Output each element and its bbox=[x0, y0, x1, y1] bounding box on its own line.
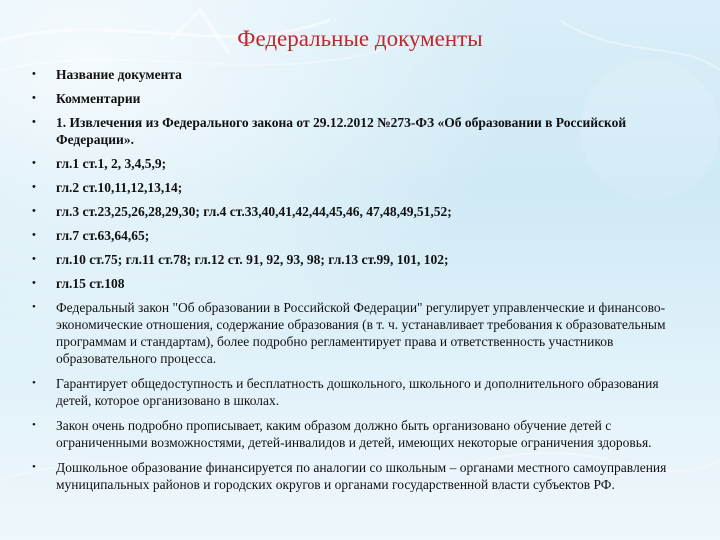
bullet-list bbox=[30, 66, 695, 501]
bullet-icon: • bbox=[32, 116, 36, 128]
bullet-icon: • bbox=[32, 253, 36, 265]
list-item bbox=[30, 299, 695, 367]
list-item bbox=[30, 417, 695, 451]
bullet-icon: • bbox=[32, 377, 36, 389]
list-item bbox=[30, 275, 695, 292]
list-item-text: Гарантирует общедоступность и бесплатность дошкольного, школьного и дополнительного образования детей, которое организовано в школах. bbox=[56, 376, 659, 408]
list-item bbox=[30, 251, 695, 268]
list-item-text: гл.15 ст.108 bbox=[56, 276, 125, 291]
list-item-text: Федеральный закон "Об образовании в Российской Федерации" регулирует управленческие и финансово-экономические отношения, содержание образования (в т. ч. устанавливает требования к образовательным программам и стандартам), более подробно регламентирует права и ответственность участников образовательного процесса. bbox=[56, 300, 666, 366]
list-item bbox=[30, 90, 695, 107]
list-item-text: Закон очень подробно прописывает, каким образом должно быть организовано обучение детей с ограниченными возможностями, детей-инвалидов и детей, имеющих некоторые ограничения здоровья. bbox=[56, 418, 652, 450]
list-item bbox=[30, 114, 695, 148]
list-item-text: Дошкольное образование финансируется по аналогии со школьным – органами местного самоуправления муниципальных районов и городских округов и органами государственной власти субъектов РФ. bbox=[56, 460, 667, 492]
list-item-text: гл.2 ст.10,11,12,13,14; bbox=[56, 180, 183, 195]
list-item-text: гл.10 ст.75; гл.11 ст.78; гл.12 ст. 91, 92, 93, 98; гл.13 ст.99, 101, 102; bbox=[56, 252, 449, 267]
bullet-icon: • bbox=[32, 461, 36, 473]
list-item-text: гл.7 ст.63,64,65; bbox=[56, 228, 150, 243]
list-item bbox=[30, 66, 695, 83]
list-item bbox=[30, 203, 695, 220]
list-item-text: 1. Извлечения из Федерального закона от 29.12.2012 №273-ФЗ «Об образовании в Российской Федерации». bbox=[56, 115, 627, 147]
bullet-icon: • bbox=[32, 205, 36, 217]
list-item-text: Название документа bbox=[56, 67, 182, 82]
bullet-icon: • bbox=[32, 68, 36, 80]
list-item bbox=[30, 459, 695, 493]
list-item bbox=[30, 155, 695, 172]
list-item-text: гл.3 ст.23,25,26,28,29,30; гл.4 ст.33,40,41,42,44,45,46, 47,48,49,51,52; bbox=[56, 204, 452, 219]
bullet-icon: • bbox=[32, 92, 36, 104]
list-item bbox=[30, 375, 695, 409]
bullet-icon: • bbox=[32, 277, 36, 289]
bullet-icon: • bbox=[32, 419, 36, 431]
bullet-icon: • bbox=[32, 301, 36, 313]
slide-title: Федеральные документы bbox=[237, 26, 483, 51]
bullet-icon: • bbox=[32, 229, 36, 241]
list-item bbox=[30, 179, 695, 196]
bullet-icon: • bbox=[32, 181, 36, 193]
list-item bbox=[30, 227, 695, 244]
bullet-icon: • bbox=[32, 157, 36, 169]
list-item-text: гл.1 ст.1, 2, 3,4,5,9; bbox=[56, 156, 167, 171]
list-item-text: Комментарии bbox=[56, 91, 141, 106]
